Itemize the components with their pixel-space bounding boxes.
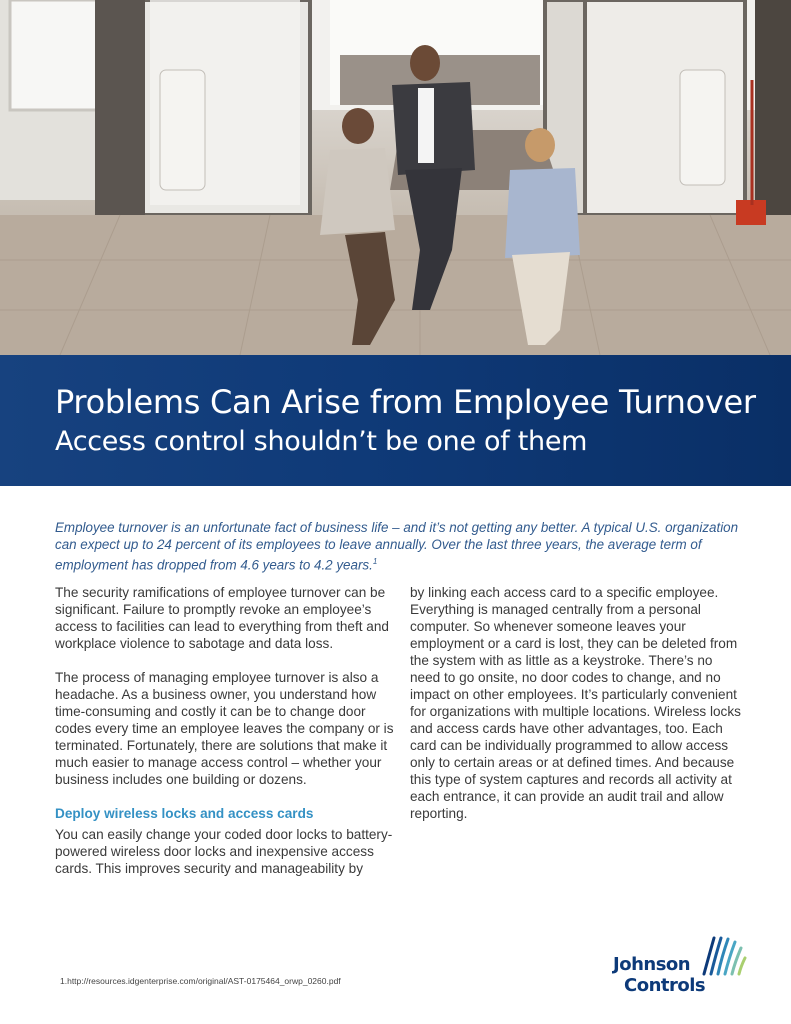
logo-text-line2: Controls xyxy=(624,975,706,996)
right-column xyxy=(410,584,746,839)
body-paragraph-3: You can easily change your coded door locks to battery-powered wireless door locks and inexpensive access cards. This improves security and manageability by xyxy=(55,827,393,876)
logo-mark-icon xyxy=(700,934,748,978)
hero-illustration xyxy=(0,0,791,355)
intro-paragraph xyxy=(55,519,745,573)
title-band xyxy=(0,355,791,486)
left-column xyxy=(55,584,398,894)
intro-text: Employee turnover is an unfortunate fact of business life – and it’s not getting any better. A typical U.S. organization can expect up to 24 percent of its employees to leave annually. Over the last three years, the average term of employment has dropped from 4.6 years to 4.2 years. xyxy=(55,520,739,573)
body-paragraph-2: The process of managing employee turnover is also a headache. As a business owner, you understand how time-consuming and costly it can be to change door codes every time an employee leaves the company or is terminated. Fortunately, there are solutions that make it much easier to manage access control – whether your business includes one building or dozens. xyxy=(55,670,394,787)
body-paragraph-1: The security ramifications of employee turnover can be significant. Failure to promptly revoke an employee’s access to facilities can lead to everything from theft and workplace violence to sabotage and data loss. xyxy=(55,585,389,651)
body-paragraph-3-flow: by linking each access card to a specific employee. Everything is managed centrally from a personal computer. So whenever someone leaves your employment or a card is lost, they can be deleted from the system with as little as a keystroke. There’s no need to go onsite, no door codes to change, and no impact on other employees. It’s particularly convenient for organizations with multiple locations. Wireless locks and access cards have other advantages, too. Each card can be individually programmed to allow access only to certain areas or at defined times. And because this type of system captures and records all activity at each entrance, it can provide an audit trail and allow reporting. xyxy=(410,585,741,821)
hero-photo xyxy=(0,0,791,355)
body-paragraph-3-overflow xyxy=(410,584,746,822)
logo-text-line1: Johnson xyxy=(613,954,691,975)
footnote: 1.http://resources.idgenterprise.com/original/AST-0175464_orwp_0260.pdf xyxy=(60,976,341,986)
johnson-controls-logo[interactable] xyxy=(610,934,750,998)
body-paragraph-3-continued xyxy=(410,584,746,822)
page-title: Problems Can Arise from Employee Turnover xyxy=(55,383,756,421)
footnote-reference: 1 xyxy=(372,557,378,566)
page-subtitle: Access control shouldn’t be one of them xyxy=(55,426,588,457)
section-heading: Deploy wireless locks and access cards xyxy=(55,806,314,821)
